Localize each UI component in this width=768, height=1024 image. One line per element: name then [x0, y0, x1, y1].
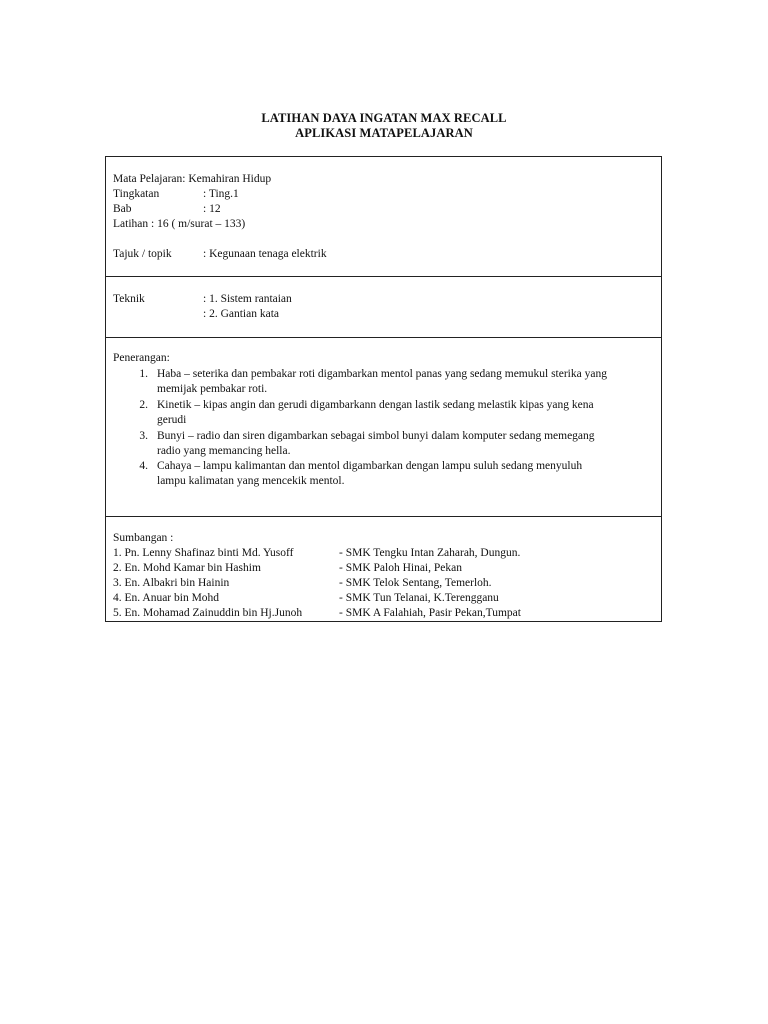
- list-item-text: lampu kalimatan yang mencekik mentol.: [157, 475, 345, 487]
- level-value: : Ting.1: [203, 188, 239, 200]
- contributor-school: - SMK Telok Sentang, Temerloh.: [339, 577, 492, 589]
- list-item-text: Haba – seterika dan pembakar roti digambarkan mentol panas yang sedang memukul sterika yang: [157, 368, 607, 380]
- subject-line: Mata Pelajaran: Kemahiran Hidup: [113, 173, 272, 185]
- contributor-name: 4. En. Anuar bin Mohd: [113, 592, 220, 604]
- topic-label: Tajuk / topik: [113, 248, 172, 260]
- document-title: LATIHAN DAYA INGATAN MAX RECALL: [261, 111, 507, 125]
- list-item-number: 3.: [139, 430, 148, 442]
- document-subtitle: APLIKASI MATAPELAJARAN: [295, 126, 473, 140]
- contributor-school: - SMK A Falahiah, Pasir Pekan,Tumpat: [339, 607, 521, 619]
- level-label: Tingkatan: [113, 188, 160, 200]
- chapter-value: : 12: [203, 203, 221, 215]
- info-section: [105, 156, 662, 277]
- list-item-text: Kinetik – kipas angin dan gerudi digambarkann dengan lastik sedang melastik kipas yang kena: [157, 399, 594, 411]
- technique-item: : 1. Sistem rantaian: [203, 293, 292, 305]
- contributor-school: - SMK Tengku Intan Zaharah, Dungun.: [339, 547, 521, 559]
- contributor-name: 1. Pn. Lenny Shafinaz binti Md. Yusoff: [113, 547, 294, 559]
- contributor-name: 3. En. Albakri bin Hainin: [113, 577, 230, 589]
- technique-item: : 2. Gantian kata: [203, 308, 280, 320]
- list-item-text: Cahaya – lampu kalimantan dan mentol digambarkan dengan lampu suluh sedang menyuluh: [157, 460, 583, 472]
- list-item-text: radio yang memancing hella.: [157, 445, 291, 457]
- topic-value: : Kegunaan tenaga elektrik: [203, 248, 327, 260]
- contributor-school: - SMK Paloh Hinai, Pekan: [339, 562, 462, 574]
- chapter-label: Bab: [113, 203, 132, 215]
- list-item-text: memijak pembakar roti.: [157, 383, 268, 395]
- list-item-text: gerudi: [157, 414, 187, 426]
- explanation-section: [105, 337, 662, 517]
- contributor-name: 5. En. Mohamad Zainuddin bin Hj.Junoh: [113, 607, 303, 619]
- contributors-heading: Sumbangan :: [113, 532, 174, 544]
- list-item-number: 2.: [139, 399, 148, 411]
- list-item-text: Bunyi – radio dan siren digambarkan sebagai simbol bunyi dalam komputer sedang memegang: [157, 430, 595, 442]
- technique-section: [105, 276, 662, 338]
- list-item-number: 1.: [139, 368, 148, 380]
- contributor-name: 2. En. Mohd Kamar bin Hashim: [113, 562, 261, 574]
- list-item-number: 4.: [139, 460, 148, 472]
- contributors-section: [105, 516, 662, 622]
- contributor-school: - SMK Tun Telanai, K.Terengganu: [339, 592, 499, 604]
- technique-label: Teknik: [113, 293, 145, 305]
- exercise-line: Latihan : 16 ( m/surat – 133): [113, 218, 246, 230]
- explanation-heading: Penerangan:: [113, 352, 170, 364]
